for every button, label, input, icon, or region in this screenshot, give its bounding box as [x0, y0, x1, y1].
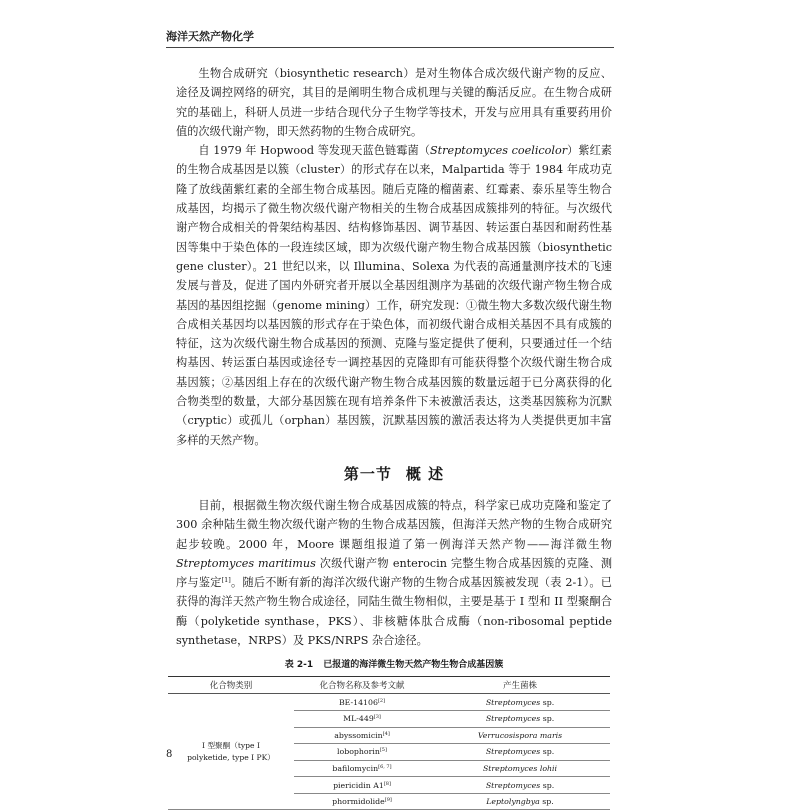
- table-title: 已报道的海洋微生物天然产物生物合成基因簇: [323, 660, 504, 671]
- table-caption: [176, 657, 612, 670]
- running-head: 海洋天然产物化学: [166, 30, 254, 43]
- section-title: 概 述: [405, 464, 445, 483]
- compound-cell: [294, 760, 430, 777]
- strain-name: Streptomyces: [485, 697, 541, 707]
- compound-cell: [294, 694, 430, 711]
- compound-cell: [294, 744, 430, 761]
- strain-cell: [430, 727, 610, 744]
- citation-ref: [1]: [221, 576, 231, 585]
- citation-ref: [3]: [373, 714, 381, 721]
- strain-name: Leptolyngbya: [486, 797, 540, 807]
- compound-name: bafilomycin: [332, 763, 379, 773]
- header-strain: 产生菌株: [430, 677, 610, 694]
- header-category: 化合物类别: [168, 677, 294, 694]
- citation-ref: [9]: [384, 797, 392, 804]
- header-rule: [166, 47, 614, 48]
- strain-suffix: sp.: [540, 697, 555, 707]
- paragraph-text: 生物合成研究（biosynthetic research）是对生物体合成次级代谢产物的反应、途径及调控网络的研究，其目的是阐明生物合成机理与关键的酶活反应。在生物合成研究的基础上，科研人员进一步结合现代分子生物学等技术，开发与应用具有重要药用价值的次级代谢产物，即天然药物的生物合成研究。: [176, 67, 612, 138]
- strain-suffix: sp.: [539, 797, 554, 807]
- strain-name: Verrucosispora maris: [477, 730, 563, 740]
- compound-cell: [294, 727, 430, 744]
- citation-ref: [4]: [382, 730, 390, 737]
- citation-ref: [8]: [383, 780, 391, 787]
- citation-ref: [5]: [379, 747, 387, 754]
- compound-name: abyssomicin: [334, 730, 383, 740]
- page-body: [176, 64, 612, 810]
- species-name: Streptomyces maritimus: [176, 556, 316, 570]
- compound-cell: [294, 710, 430, 727]
- strain-name: Streptomyces: [485, 780, 541, 790]
- strain-name: Streptomyces: [485, 714, 541, 724]
- paragraph-text: 。随后不断有新的海洋次级代谢产物的生物合成基因簇被发现（表 2-1）。已获得的海洋天然产物生物合成途径，同陆生微生物相似，主要是基于 I 型和 II 型聚酮合酶（polyketide synthase，PKS）、非核糖体肽合成酶（non-ribosomal peptide synthetase，NRPS）及 PKS/NRPS 杂合途径。: [176, 576, 612, 648]
- strain-suffix: sp.: [540, 780, 555, 790]
- compound-cell: [294, 793, 430, 810]
- category-line: polyketide, type I PK）: [187, 752, 275, 762]
- compound-name: phormidolide: [332, 797, 385, 807]
- paragraph-text: 自 1979 年 Hopwood 等发现天蓝色链霉菌（: [198, 144, 430, 158]
- paragraph-marine-overview: [176, 496, 612, 650]
- paragraph-text: 次级代谢产物 enterocin 完整生物合成基因簇的克隆、测序与鉴定: [176, 556, 613, 590]
- strain-cell: [430, 694, 610, 711]
- paragraph-text: 目前，根据微生物次级代谢生物合成基因成簇的特点，科学家已成功克隆和鉴定了 300 余种陆生微生物次级代谢产物的生物合成基因簇，但海洋天然产物的生物合成研究起步较晚。2000 年，Moore 课题组报道了第一例海洋天然产物——海洋微生物: [176, 498, 612, 551]
- strain-cell: [430, 744, 610, 761]
- compound-name: lobophorin: [337, 747, 380, 757]
- citation-ref: [2]: [377, 697, 386, 704]
- compound-name: BE-14106: [338, 697, 378, 707]
- table-header-row: [168, 677, 610, 694]
- strain-cell: [430, 777, 610, 794]
- strain-cell: [430, 760, 610, 777]
- strain-suffix: sp.: [540, 747, 555, 757]
- strain-cell: [430, 710, 610, 727]
- strain-suffix: sp.: [540, 714, 555, 724]
- species-name: Streptomyces coelicolor: [429, 144, 568, 158]
- section-number: 第一节: [343, 464, 392, 483]
- table-row: [168, 694, 610, 711]
- table-body: [168, 694, 610, 810]
- gene-cluster-table: [168, 676, 610, 810]
- strain-name: Streptomyces lohii: [482, 763, 558, 773]
- page-number: 8: [166, 749, 173, 760]
- paragraph-biosynthesis-intro: [176, 64, 612, 141]
- compound-name: ML-449: [343, 714, 374, 724]
- strain-name: Streptomyces: [485, 747, 541, 757]
- category-line: I 型聚酮（type I: [202, 740, 260, 750]
- citation-ref: [6, 7]: [378, 763, 392, 770]
- table-number: 表 2-1: [284, 660, 314, 671]
- header-compound: 化合物名称及参考文献: [294, 677, 430, 694]
- paragraph-text: ）紫红素的生物合成基因是以簇（cluster）的形式存在以来，Malpartida 等于 1984 年成功克隆了放线菌紫红素的全部生物合成基因。随后克隆的榴菌素、红霉素、泰乐星等生物合成基因，均揭示了微生物次级代谢产物相关的生物合成基因成簇排列的特征。与次级代谢产物合成相关的骨架结构基因、结构修饰基因、调节基因、转运蛋白基因和耐药性基因等集中于染色体的一段连续区域，即为次级代谢产物生物合成基因簇（biosynthetic gene cluster）。21 世纪以来，以 Illumina、Solexa 为代表的高通量测序技术的飞速发展与普及，促进了国内外研究者开展以全基因组测序为基础的次级代谢产物生物合成基因的基因组挖掘（genome mining）工作，研究发现：①微生物大多数次级代谢生物合成相关基因均以基因簇的形式存在于染色体，而初级代谢合成相关基因不具有成簇的特征，这为次级代谢生物合成基因的预测、克隆与鉴定提供了便利，只要通过任一个结构基因、转运蛋白基因或途径专一调控基因的克隆即有可能获得整个次级代谢生物合成基因簇；②基因组上存在的次级代谢产物生物合成基因簇的数量远超于已分离获得的化合物类型的数量，大部分基因簇在现有培养条件下未被激活表达，这类基因簇称为沉默（cryptic）或孤儿（orphan）基因簇，沉默基因簇的激活表达将为人类提供更加丰富多样的天然产物。: [176, 144, 612, 447]
- category-cell: [168, 694, 294, 810]
- compound-name: piericidin A1: [333, 780, 384, 790]
- section-heading: [176, 463, 612, 484]
- paragraph-gene-cluster-history: [176, 141, 612, 450]
- strain-cell: [430, 793, 610, 810]
- compound-cell: [294, 777, 430, 794]
